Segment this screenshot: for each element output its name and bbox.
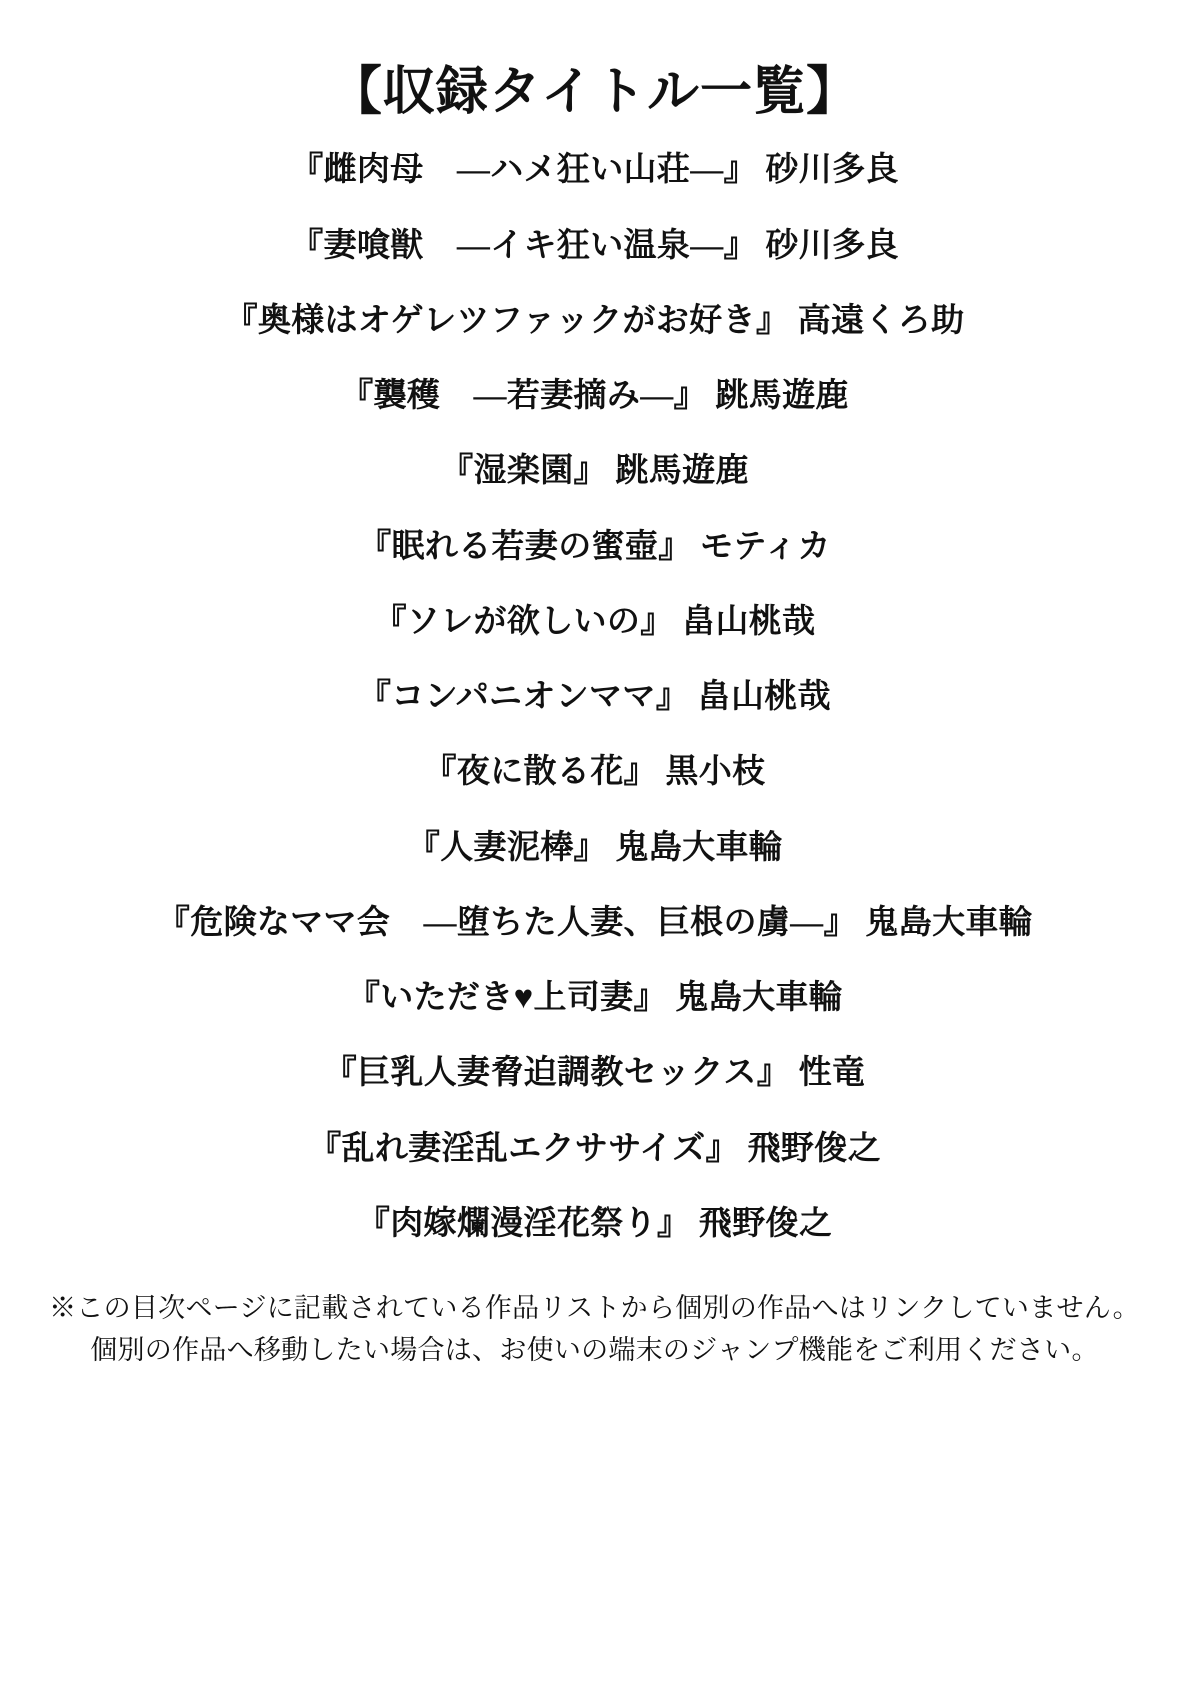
list-item: 『眠れる若妻の蜜壺』 モティカ (358, 528, 831, 565)
list-item: 『人妻泥棒』 鬼島大車輪 (406, 829, 783, 866)
page-title: 【収録タイトル一覧】 (329, 64, 860, 121)
table-of-contents-list (40, 150, 1149, 1244)
footnote-line-1: ※この目次ページに記載されている作品リストから個別の作品へはリンクしていません。 (49, 1293, 1140, 1324)
list-item: 『ソレが欲しいの』 畠山桃哉 (373, 603, 816, 640)
list-item: 『乱れ妻淫乱エクササイズ』 飛野俊之 (308, 1130, 881, 1167)
list-item: 『危険なママ会 ―堕ちた人妻、巨根の虜―』 鬼島大車輪 (156, 904, 1033, 941)
list-item: 『雌肉母 ―ハメ狂い山荘―』 砂川多良 (290, 152, 899, 189)
footnote-line-2: 個別の作品へ移動したい場合は、お使いの端末のジャンプ機能をご利用ください。 (90, 1334, 1099, 1365)
list-item: 『襲穫 ―若妻摘み―』 跳馬遊鹿 (340, 378, 849, 415)
list-item: 『湿楽園』 跳馬遊鹿 (440, 453, 749, 490)
list-item: 『夜に散る花』 黒小枝 (423, 754, 766, 791)
list-item: 『いただき♥上司妻』 鬼島大車輪 (346, 980, 843, 1017)
list-item: 『巨乳人妻脅迫調教セックス』 性竜 (323, 1055, 866, 1092)
list-item: 『妻喰獣 ―イキ狂い温泉―』 砂川多良 (290, 227, 899, 264)
list-item: 『奥様はオゲレツファックがお好き』 高遠くろ助 (224, 302, 965, 339)
list-item: 『コンパニオンママ』 畠山桃哉 (358, 679, 831, 716)
list-item: 『肉嫁爛漫淫花祭り』 飛野俊之 (356, 1205, 833, 1242)
footnote (40, 1288, 1149, 1372)
